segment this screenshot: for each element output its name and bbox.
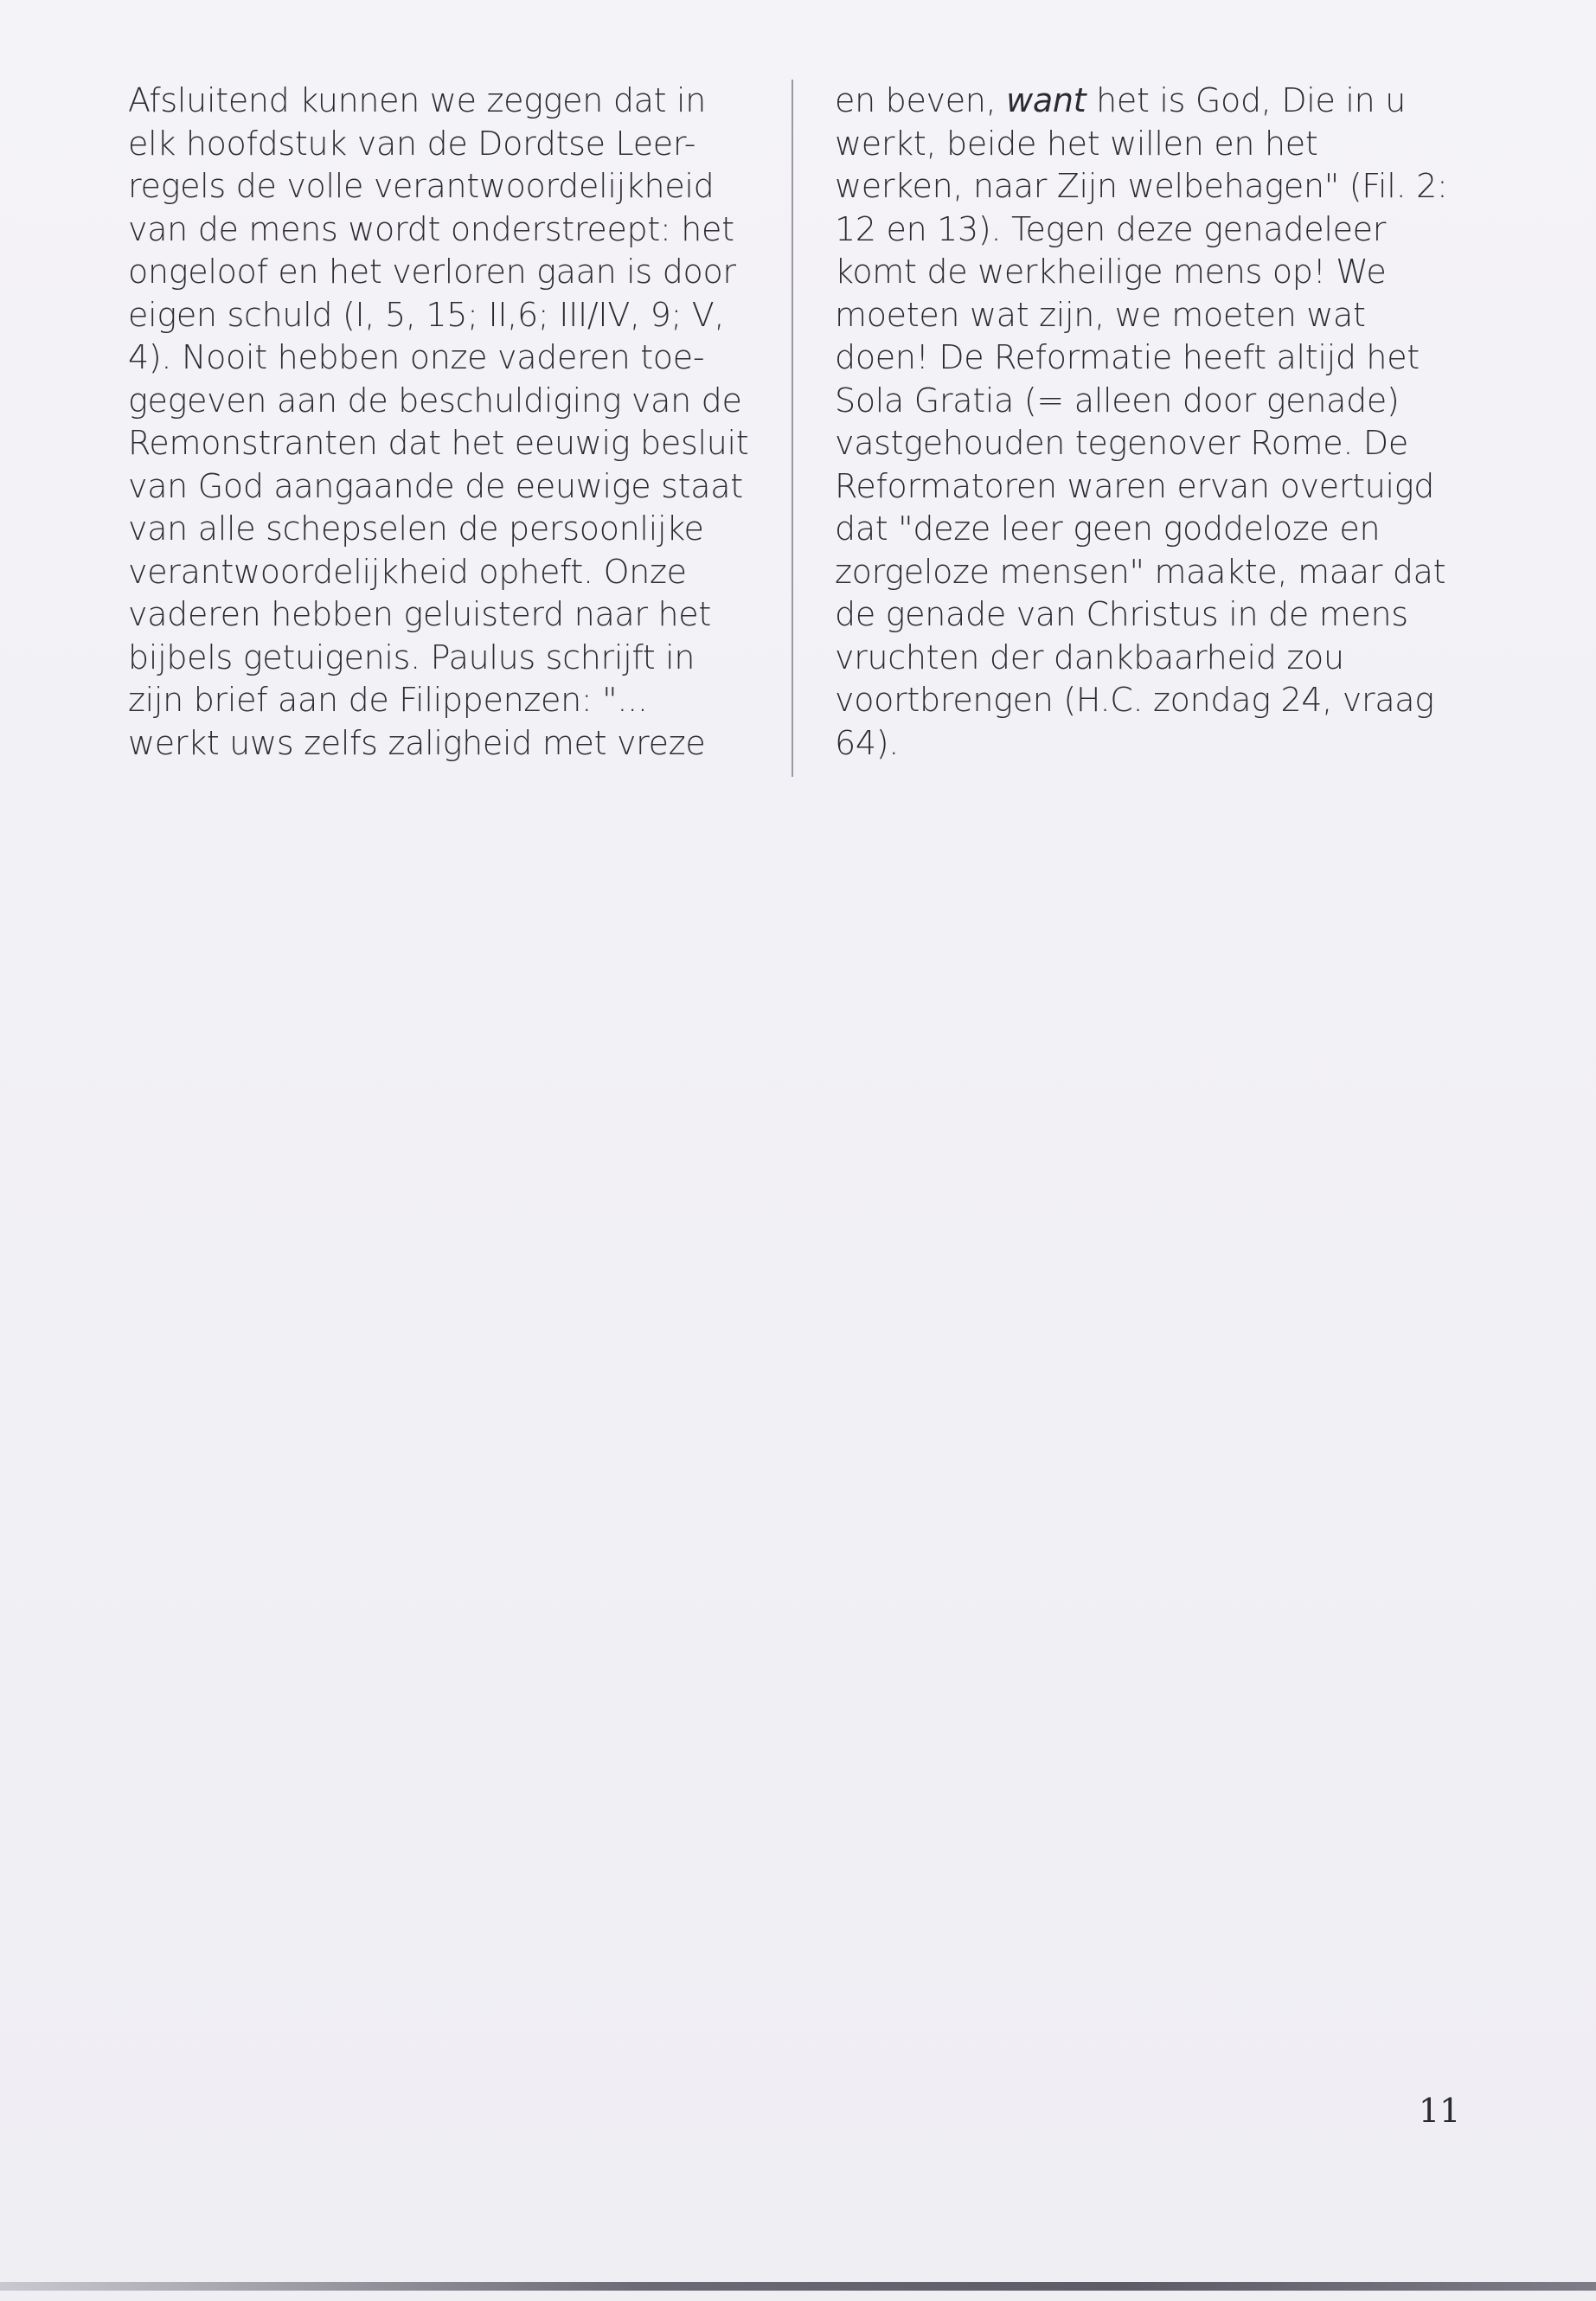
text-line: werken, naar Zijn welbehagen" (Fil. 2: — [835, 167, 1448, 205]
text-line: Sola Gratia (= alleen door genade) — [835, 381, 1400, 420]
text-line: eigen schuld (I, 5, 15; II,6; III/IV, 9; V, — [128, 295, 725, 334]
text-line: doen! De Reformatie heeft altijd het — [835, 338, 1420, 376]
text-segment: en beven, — [835, 81, 1007, 119]
text-line: komt de werkheilige mens op! We — [835, 253, 1387, 291]
text-line — [835, 80, 1458, 123]
text-line: gegeven aan de beschuldiging van de — [128, 381, 742, 420]
text-line: de genade van Christus in de mens — [835, 595, 1408, 633]
text-line: ongeloof en het verloren gaan is door — [128, 253, 736, 291]
text-line: van God aangaande de eeuwige staat — [128, 466, 743, 505]
text-line: van alle schepselen de persoonlijke — [128, 510, 704, 548]
text-line: 12 en 13). Tegen deze genadeleer — [835, 209, 1387, 248]
text-line: verantwoordelijkheid opheft. Onze — [128, 552, 687, 591]
page-number: 11 — [1419, 2092, 1461, 2130]
scan-edge-band — [0, 2282, 1596, 2291]
text-line: zorgeloze mensen" maakte, maar dat — [835, 552, 1446, 591]
text-line: zijn brief aan de Filippenzen: "... — [128, 681, 648, 719]
text-line: Reformatoren waren ervan overtuigd — [835, 466, 1435, 505]
text-line: 4). Nooit hebben onze vaderen toe- — [128, 338, 705, 376]
text-line: vastgehouden tegenover Rome. De — [835, 424, 1408, 462]
text-line: werkt, beide het willen en het — [835, 124, 1318, 163]
text-line: vruchten der dankbaarheid zou — [835, 638, 1344, 676]
text-line: voortbrengen (H.C. zondag 24, vraag — [835, 681, 1434, 719]
text-line: dat "deze leer geen goddeloze en — [835, 510, 1381, 548]
text-line: bijbels getuigenis. Paulus schrijft in — [128, 638, 695, 676]
text-segment: het is God, Die in u — [1086, 81, 1407, 119]
text-line: vaderen hebben geluisterd naar het — [128, 595, 711, 633]
italic-word: want — [1006, 81, 1086, 119]
text-line: moeten wat zijn, we moeten wat — [835, 295, 1366, 334]
left-text-column — [128, 80, 751, 765]
text-line: 64). — [835, 723, 900, 762]
right-text-column — [835, 80, 1458, 765]
column-divider — [792, 80, 793, 777]
text-line: werkt uws zelfs zaligheid met vreze — [128, 723, 706, 762]
text-line: Remonstranten dat het eeuwig besluit — [128, 424, 749, 462]
text-line: Afsluitend kunnen we zeggen dat in — [128, 81, 707, 119]
text-line: elk hoofdstuk van de Dordtse Leer- — [128, 124, 696, 163]
text-line: regels de volle verantwoordelijkheid — [128, 167, 715, 205]
text-line: van de mens wordt onderstreept: het — [128, 209, 734, 248]
